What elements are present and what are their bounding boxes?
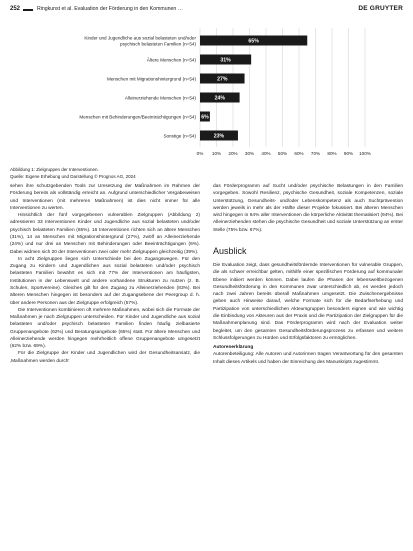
paragraph: sehen ihre schutzgebenden Tools zur Umsetzung der Maßnahmen im Rahmen der Förderung bereits als vollständig erreicht an. Aufgrund unterschiedlicher Vergabeweisen und Interventionen (mit mehreren Maßnahmen) ist dies nicht immer für alle Interventionen zu werten. xyxy=(10,184,200,211)
figure-target-groups xyxy=(10,26,403,160)
paragraph: Autorenbeteiligung: Alle Autoren und Autorinnen tragen Verantwortung für den gesamten Inhalt dieses Artikels und haben der Einreichung des Manuskripts zugestimmt. xyxy=(213,352,403,365)
page-number: 252 xyxy=(10,6,21,12)
data-label: 27% xyxy=(217,76,228,83)
x-tick-label: 60% xyxy=(294,151,304,156)
paragraph: Für die Zielgruppe der Kinder und Jugendlichen wird der Gesundheitsansatz, die ‚Maßnahmen werden durch‘ xyxy=(10,351,200,364)
figure-caption xyxy=(10,167,200,180)
category-label: Alleinerziehende Menschen (n=54) xyxy=(124,95,196,101)
paragraph: Die Evaluation zeigt, dass gesundheitsfördernde Interventionen für vulnerable Gruppen, die als schwer erreichbar gelten, mithilfe einer spezifischen Förderung auf kommunaler Ebene initiiert werden können. Dabei laufen die Phasen der lebensweltbezogenen Gesundheitsförderung in den Kommunen zwar unterschiedlich ab, es werden jedoch nach zwei Jahren bereits überall Maßnahmen umgesetzt. Die Zwischenergebnisse geben auch Hinweise darauf, welche Formate sich für die Bedarfserhebung und Partizipation von unterschiedlichen Akteursgruppen besonders eignen und wie wichtig die Einbindung von Akteuren aus der Praxis und die Partizipation der Zielgruppen für die Maßnahmenplanung sind. Das Förderprogramm wird nach der Evaluation weiter begleitet, um den gesamten Gesundheitsförderungsprozess zu erfassen und weitere Schlussfolgerungen zu Hürden und Erfolgsfaktoren zu ermöglichen. xyxy=(213,262,403,341)
category-label: Sonstige (n=54) xyxy=(163,133,196,139)
category-label: Menschen mit Behinderungen/Beeinträchtigungen (n=54) xyxy=(79,114,196,120)
data-label: 23% xyxy=(213,133,225,140)
running-header xyxy=(10,6,403,16)
x-tick-label: 80% xyxy=(327,151,337,156)
x-tick-label: 90% xyxy=(343,151,354,156)
publisher-logo: DE GRUYTER xyxy=(358,5,403,12)
section-heading: Ausblick xyxy=(213,245,247,256)
subheading: Autorenerklärung xyxy=(213,345,254,351)
category-label: psychisch belasteten Familien (n=54) xyxy=(120,41,196,47)
x-tick-label: 40% xyxy=(261,151,271,156)
header-rule xyxy=(23,9,33,11)
x-tick-label: 70% xyxy=(310,151,321,156)
caption-source: Quelle: Eigene Erhebung und Darstellung © Prognos AG, 2024 xyxy=(10,173,136,179)
x-tick-label: 50% xyxy=(277,151,288,156)
running-title: Ringkunst et al. Evaluation der Förderung in den Kommunen … xyxy=(37,6,183,12)
x-tick-label: 20% xyxy=(228,151,238,156)
data-label: 65% xyxy=(248,38,259,45)
category-label: Kinder und Jugendliche aus sozial belasteten und/oder xyxy=(84,35,196,41)
paragraph: Die Interventionen kombinieren oft mehrere Maßnahmen, wobei sich die Formate der Maßnahmen je nach Zielgruppen unterscheiden. Für Kinder und Jugendliche aus sozial belasteten und/oder psychisch belasteten Familien finden häufig zielbasierte Gruppenangebote (62%) und Beratungsangebote (65%) statt. Für ältere Menschen und Alleinerziehende werden hingegen mehrheitlich offene Gruppenangebote umgesetzt (62% bzw. 69%). xyxy=(10,307,200,350)
paragraph: In acht Zielgruppen liegen sich Unterschiede bei den Zugangswegen. Für den Zugang zu Kindern und Jugendlichen aus sozial belasteten und/oder psychisch belasteten Familien bewährt es sich mit 77% der Interventionen am häufigsten, Institutionen in der Lebenswelt und andere vorhandene Strukturen zu nutzen (z. B. Schulen, Sportvereine). Gleiches gilt für den Zugang zu Alleinerziehenden (83%). Bei älteren Menschen hingegen ist besonders auf der Zugangsebene der Peergroup d. h. über andere Personen aus der Zielgruppe erfolgreich (57%). xyxy=(10,256,200,306)
paragraph: das Förderprogramm auf Sucht und/oder psychische Belastungen in den Familien vorgegeben. Sowohl Resilienz, psychische Gesundheit, soziale Kompetenzen, soziale Unterstützung, Gesundheits- und/oder Lebenskompetenz als auch Suchtprävention werden jeweils in mehr als der Hälfte dieser Projekte fokussiert. Bei älteren Menschen wird hingegen in 64% aller Interventionen die körperliche Aktivität thematisiert (94%). Bei Alleinerziehenden stehen die psychische Gesundheit und soziale Unterstützung an erster Stelle (75% bzw. 67%). xyxy=(213,184,403,233)
paragraph: Hinsichtlich der fünf vorgegebenen vulnerablen Zielgruppen (Abbildung 2) adressieren 33 Interventionen Kinder und Jugendliche aus sozial belasteten und/oder psychisch belasteten Familien (65%). 16 Interventionen richten sich an ältere Menschen (31%), 14 an Menschen mit Migrationshintergrund (27%), zwölf an Alleinerziehende (24%) und nur drei an Menschen mit Behinderungen oder Beeinträchtigungen (6%). Dabei widmen sich 20 der Interventionen zwei oder mehr Zielgruppen gleichzeitig (39%). xyxy=(10,213,200,255)
category-label: Ältere Menschen (n=54) xyxy=(146,57,196,63)
right-text-column xyxy=(213,183,403,366)
bar-chart xyxy=(10,26,403,160)
data-label: 24% xyxy=(214,95,225,102)
x-tick-label: 100% xyxy=(359,151,371,156)
data-label: 6% xyxy=(201,114,209,121)
x-tick-label: 0% xyxy=(196,151,204,156)
category-label: Menschen mit Migrationshintergrund (n=54) xyxy=(107,76,196,82)
caption-title: Abbildung 1: Zielgruppen der Interventionen. xyxy=(10,167,99,172)
left-text-column xyxy=(10,183,200,365)
x-tick-label: 30% xyxy=(244,151,255,156)
data-label: 31% xyxy=(220,57,231,64)
x-tick-label: 10% xyxy=(211,151,222,156)
